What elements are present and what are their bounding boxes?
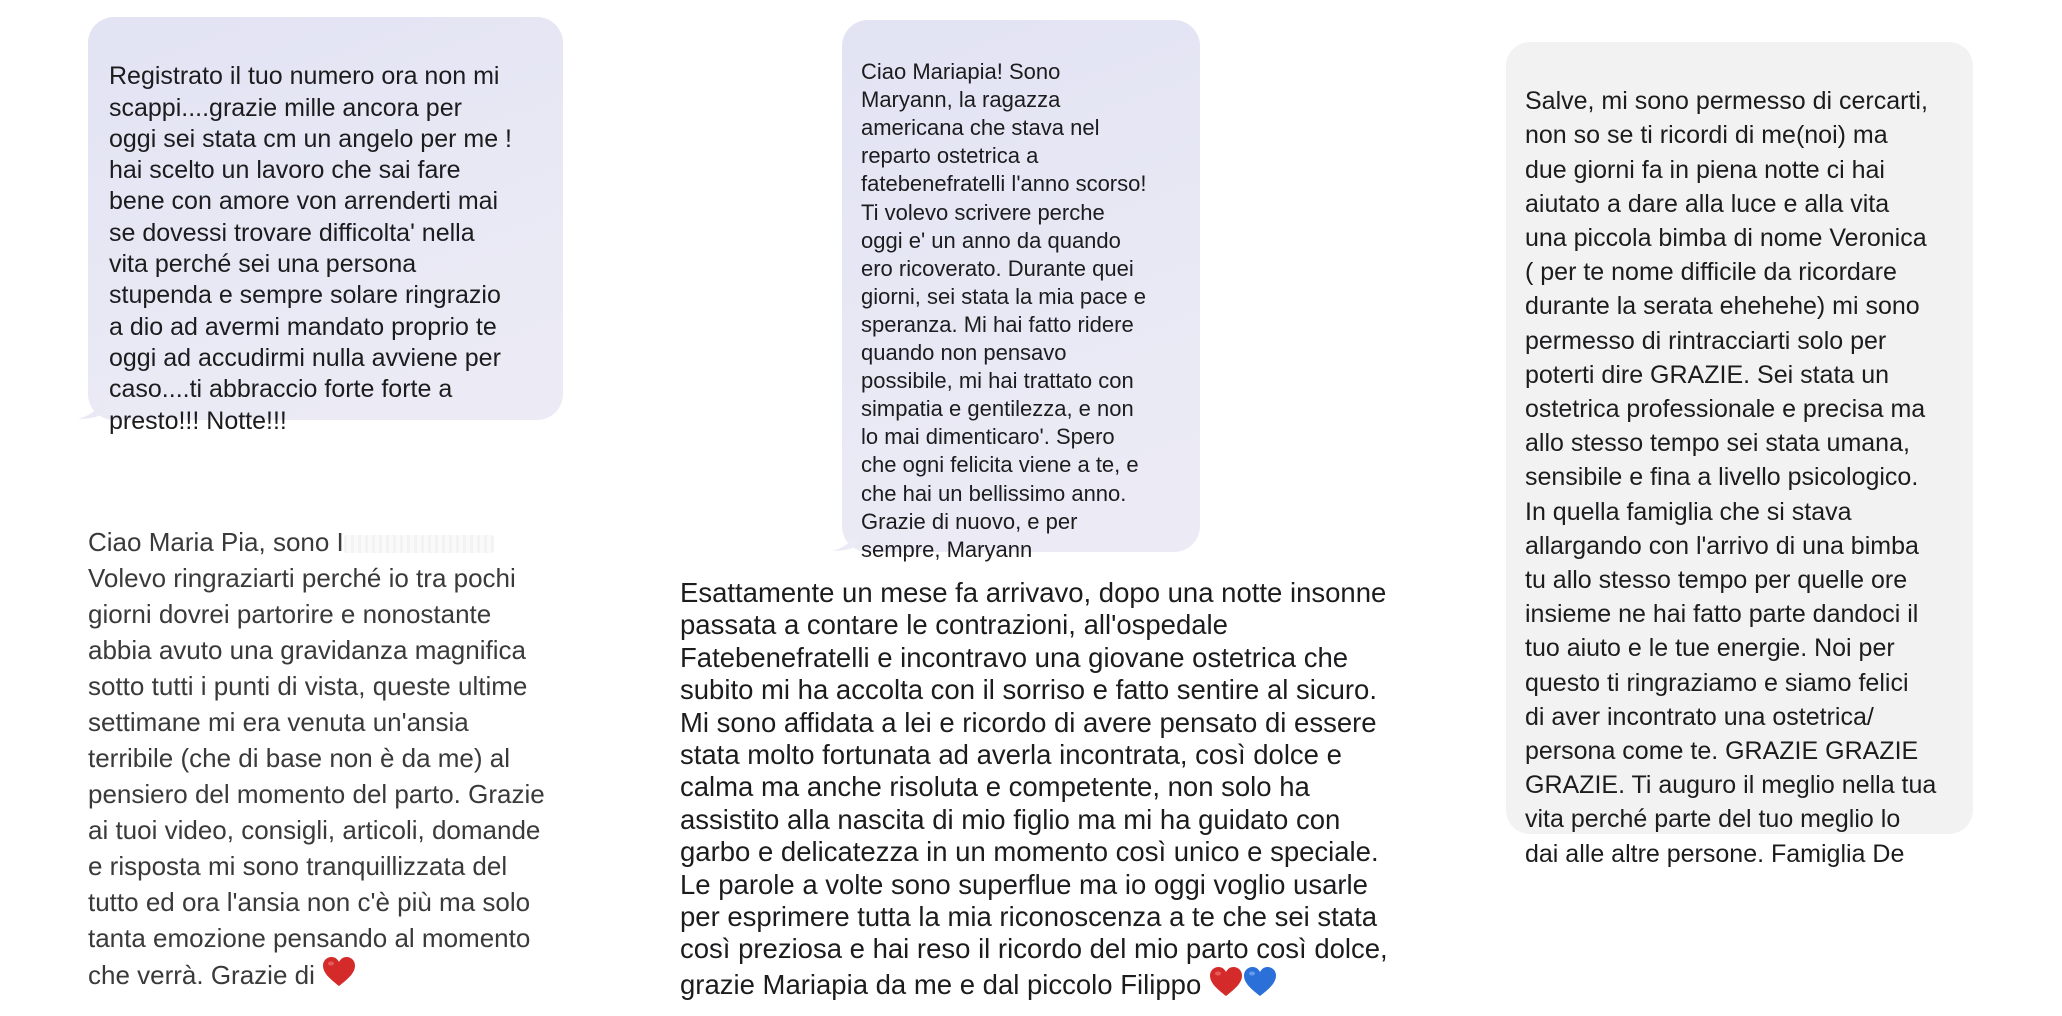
testimonial-text-1 xyxy=(88,524,608,993)
red-heart-icon xyxy=(1209,966,1243,998)
testimonial-2-body: Esattamente un mese fa arrivavo, dopo una notte insonne passata a contare le contrazioni, all'ospedale Fatebenefratelli e incontravo una giovane ostetrica che subito mi ha accolta con il sorriso e fatto sentire al sicuro. Mi sono affidata a lei e ricordo di avere pensato di essere stata molto fortunata ad averla incontrata, così dolce e calma ma anche risoluta e competente, non solo ha assistito alla nascita di mio figlio ma mi ha guidato con garbo e delicatezza in un momento così unico e speciale. Le parole a volte sono superflue ma io oggi voglio usarle per esprimere tutta la mia riconoscenza a te che sei stata così preziosa e hai reso il ricordo del mio parto così dolce, grazie Mariapia da me e dal piccolo Filippo xyxy=(680,577,1388,1000)
testimonial-text-2 xyxy=(680,577,1420,1001)
message-bubble-2 xyxy=(842,20,1200,562)
message-bubble-2-text: Ciao Mariapia! Sono Maryann, la ragazza americana che stava nel reparto ostetrica a fatebenefratelli l'anno scorso! Ti volevo scrivere perche oggi e' un anno da quando ero ricoverato. Durante quei giorni, sei stata la mia pace e speranza. Mi hai fatto ridere quando non pensavo possibile, mi hai trattato con simpatia e gentilezza, e non lo mai dimenticaro'. Spero che ogni felicita viene a te, e che hai un bellissimo anno. Grazie di nuovo, e per sempre, Maryann xyxy=(861,59,1147,562)
message-bubble-1 xyxy=(88,17,563,435)
blue-heart-icon xyxy=(1243,966,1277,998)
bubble-2-tail-icon xyxy=(832,530,858,552)
red-heart-icon xyxy=(322,956,356,988)
message-bubble-3-text: Salve, mi sono permesso di cercarti, non so se ti ricordi di me(noi) ma due giorni fa in piena notte ci hai aiutato a dare alla luce e alla vita una piccola bimba di nome Veronica ( per te nome difficile da ricordare durante la serata ehehehe) mi sono permesso di rintracciarti solo per poterti dire GRAZIE. Sei stata un ostetrica professionale e precisa ma allo stesso tempo sei stata umana, sensibile e fina a livello psicologico. In quella famiglia che si stava allargando con l'arrivo di una bimba tu allo stesso tempo per quelle ore insieme ne hai fatto parte dandoci il tuo aiuto e le tue energie. Noi per questo ti ringraziamo e siamo felici di aver incontrato una ostetrica/ persona come te. GRAZIE GRAZIE GRAZIE. Ti auguro il meglio nella tua vita perché parte del tuo meglio lo dai alle altre persone. Famiglia De xyxy=(1525,87,1937,868)
message-bubble-3 xyxy=(1506,42,1973,868)
testimonial-1-greeting: Ciao Maria Pia, sono I xyxy=(88,527,344,557)
bubble-1-tail-icon xyxy=(78,398,104,420)
testimonial-1-body: Volevo ringraziarti perché io tra pochi giorni dovrei partorire e nonostante abbia avuto una gravidanza magnifica sotto tutti i punti di vista, queste ultime settimane mi era venuta un'ansia terribile (che di base non è da me) al pensiero del momento del parto. Grazie ai tuoi video, consigli, articoli, domande e risposta mi sono tranquillizzata del tutto ed ora l'ansia non c'è più ma solo tanta emozione pensando al momento che verrà. Grazie di xyxy=(88,563,545,990)
message-bubble-1-text: Registrato il tuo numero ora non mi scappi....grazie mille ancora per oggi sei stata cm un angelo per me ! hai scelto un lavoro che sai fare bene con amore von arrenderti mai se dovessi trovare difficolta' nella vita perché sei una persona stupenda e sempre solare ringrazio a dio ad avermi mandato proprio te oggi ad accudirmi nulla avviene per caso....ti abbraccio forte forte a presto!!! Notte!!! xyxy=(109,62,513,435)
redacted-name xyxy=(344,535,494,553)
